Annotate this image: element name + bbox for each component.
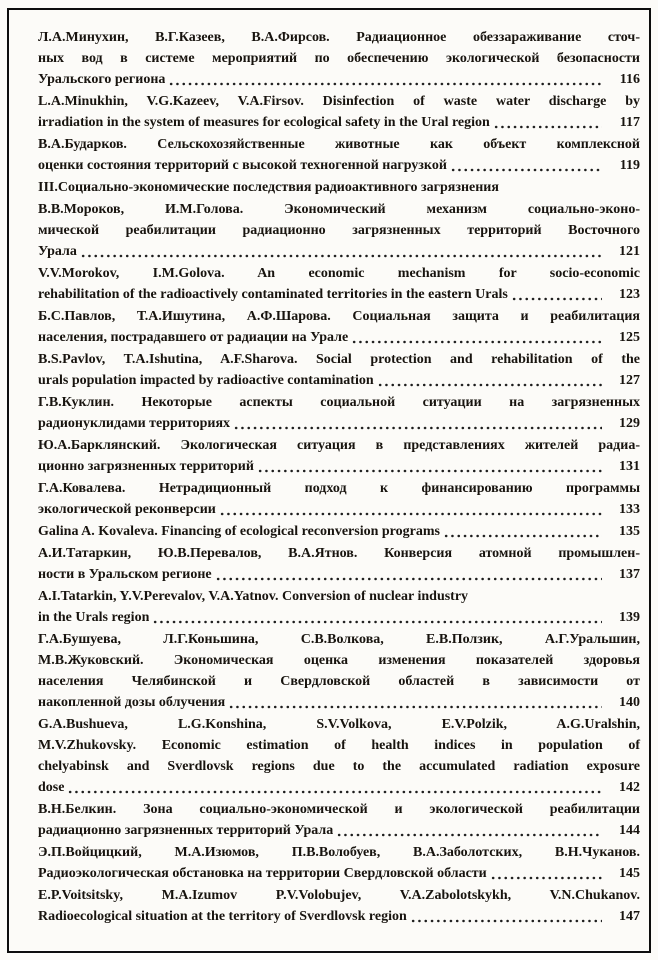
dot-leader [152,607,602,628]
entry-last-line [38,521,640,542]
entry-text: in the Urals region [38,610,150,625]
entry-last-line [38,906,640,927]
toc-entry [38,27,640,90]
entry-page-number: 147 [619,909,640,924]
entry-last-line [38,456,640,477]
entry-last-line [38,241,640,262]
entry-line: М.В.Жуковский. Экономическая оценка изменения показателей здоровья [38,653,640,668]
entry-text: ности в Уральском регионе [38,567,212,582]
entry-last-line [38,284,640,305]
entry-page-number: 137 [619,567,640,582]
dot-leader [511,284,602,305]
entry-page-number: 121 [619,244,640,259]
entry-text: ционно загрязненных территорий [38,459,254,474]
toc-entry [38,478,640,520]
dot-leader [233,413,602,434]
entry-line: chelyabinsk and Sverdlovsk regions due to the accumulated radiation exposure [38,759,640,774]
entry-line: Ю.А.Барклянский. Экологическая ситуация в представлениях жителей радиа- [38,438,640,453]
dot-leader [257,456,602,477]
entry-last-line [38,112,640,133]
entry-line: ных вод в системе мероприятий по обеспечению экологической безопасности [38,51,640,66]
dot-leader [351,327,602,348]
entry-line: Г.В.Куклин. Некоторые аспекты социальной ситуации на загрязненных [38,395,640,410]
entry-line: E.P.Voitsitsky, M.A.Izumov P.V.Volobujev, V.A.Zabolotskykh, V.N.Chukanov. [38,888,640,903]
dot-leader [493,112,602,133]
entry-line: А.И.Татаркин, Ю.В.Перевалов, В.А.Ятнов. Конверсия атомной промышлен- [38,546,640,561]
entry-line: Б.С.Павлов, Т.А.Ишутина, А.Ф.Шарова. Социальная защита и реабилитация [38,309,640,324]
toc-entry [38,521,640,542]
entry-line: населения Челябинской и Свердловской областей в зависимости от [38,674,640,689]
entry-page-number: 127 [619,373,640,388]
entry-text: rehabilitation of the radioactively contaminated territories in the eastern Urals [38,287,508,302]
dot-leader [168,69,602,90]
entry-text: Radioecological situation at the territory of Sverdlovsk region [38,909,407,924]
entry-text: населения, пострадавшего от радиации на Урале [38,330,349,345]
entry-line: Л.А.Минухин, В.Г.Казеев, В.А.Фирсов. Радиационное обеззараживание сточ- [38,30,640,45]
entry-last-line [38,69,640,90]
toc-entry [38,799,640,841]
entry-page-number: 133 [619,502,640,517]
entry-page-number: 123 [619,287,640,302]
entry-last-line [38,863,640,884]
entry-line: L.A.Minukhin, V.G.Kazeev, V.A.Firsov. Disinfection of waste water discharge by [38,94,640,109]
entry-page-number: 135 [619,524,640,539]
entry-line: V.V.Morokov, I.M.Golova. An economic mechanism for socio-economic [38,266,640,281]
entry-text: Радиоэкологическая обстановка на территории Свердловской области [38,866,487,881]
entry-last-line [38,607,640,628]
entry-page-number: 131 [619,459,640,474]
toc-entry [38,885,640,927]
entry-page-number: 142 [619,780,640,795]
entry-line: В.А.Бударков. Сельскохозяйственные животные как объект комплексной [38,137,640,152]
entry-page-number: 125 [619,330,640,345]
entry-page-number: 119 [619,158,640,173]
dot-leader [215,564,602,585]
toc-entry [38,714,640,798]
dot-leader [67,777,602,798]
toc-entry [38,306,640,348]
dot-leader [228,692,602,713]
entry-page-number: 139 [619,610,640,625]
entry-last-line [38,155,640,176]
toc-entry [38,435,640,477]
entry-text: оценки состояния территорий с высокой техногенной нагрузкой [38,158,447,173]
toc-entry [38,586,640,628]
dot-leader [377,370,602,391]
entry-page-number: 117 [619,115,640,130]
entry-text: радиационно загрязненных территорий Урала [38,823,334,838]
entry-text: Уральского региона [38,72,166,87]
entry-page-number: 140 [619,695,640,710]
entry-page-number: 129 [619,416,640,431]
entry-page-number: 145 [619,866,640,881]
toc-entry [38,842,640,884]
toc-entry [38,91,640,133]
entry-line: Э.П.Войцицкий, М.А.Изюмов, П.В.Волобуев, В.А.Заболотских, В.Н.Чуканов. [38,845,640,860]
entry-last-line [38,820,640,841]
toc-entry [38,392,640,434]
entry-line: Г.А.Ковалева. Нетрадиционный подход к финансированию программы [38,481,640,496]
entry-text: накопленной дозы облучения [38,695,226,710]
entry-text: Galina A. Kovaleva. Financing of ecological reconversion programs [38,524,440,539]
entry-text: Урала [38,244,77,259]
entry-last-line [38,327,640,348]
toc-entry [38,199,640,262]
entry-line: Г.А.Бушуева, Л.Г.Коньшина, С.В.Волкова, Е.В.Ползик, А.Г.Уральшин, [38,632,640,647]
toc-entry [38,134,640,176]
section-heading [38,177,640,198]
entry-line: В.Н.Белкин. Зона социально-экономической и экологической реабилитации [38,802,640,817]
entry-text: экологической реконверсии [38,502,216,517]
dot-leader [219,499,602,520]
entry-last-line [38,370,640,391]
entry-text: urals population impacted by radioactive contamination [38,373,374,388]
entry-text: dose [38,780,65,795]
toc-content [38,27,640,928]
dot-leader [410,906,602,927]
entry-line: B.S.Pavlov, T.A.Ishutina, A.F.Sharova. Social protection and rehabilitation of the [38,352,640,367]
dot-leader [80,241,602,262]
entry-last-line [38,413,640,434]
toc-entry [38,543,640,585]
toc-entry [38,263,640,305]
dot-leader [443,521,602,542]
entry-last-line [38,564,640,585]
entry-last-line [38,777,640,798]
entry-line: мической реабилитации радиационно загрязненных территорий Восточного [38,223,640,238]
entry-line: M.V.Zhukovsky. Economic estimation of health indices in population of [38,738,640,753]
entry-last-line [38,692,640,713]
entry-line: В.В.Мороков, И.М.Голова. Экономический механизм социально-эконо- [38,202,640,217]
entry-text: радионуклидами территориях [38,416,231,431]
entry-text: irradiation in the system of measures for ecological safety in the Ural region [38,115,490,130]
entry-line: A.I.Tatarkin, Y.V.Perevalov, V.A.Yatnov. Conversion of nuclear industry [38,589,469,604]
toc-entry [38,629,640,713]
entry-page-number: 116 [619,72,640,87]
toc-entry [38,349,640,391]
dot-leader [490,863,602,884]
entry-last-line [38,499,640,520]
section-heading-text: III.Социально-экономические последствия радиоактивного загрязнения [38,180,499,195]
dot-leader [336,820,602,841]
entry-line: G.A.Bushueva, L.G.Konshina, S.V.Volkova, E.V.Polzik, A.G.Uralshin, [38,717,640,732]
dot-leader [450,155,602,176]
entry-page-number: 144 [619,823,640,838]
